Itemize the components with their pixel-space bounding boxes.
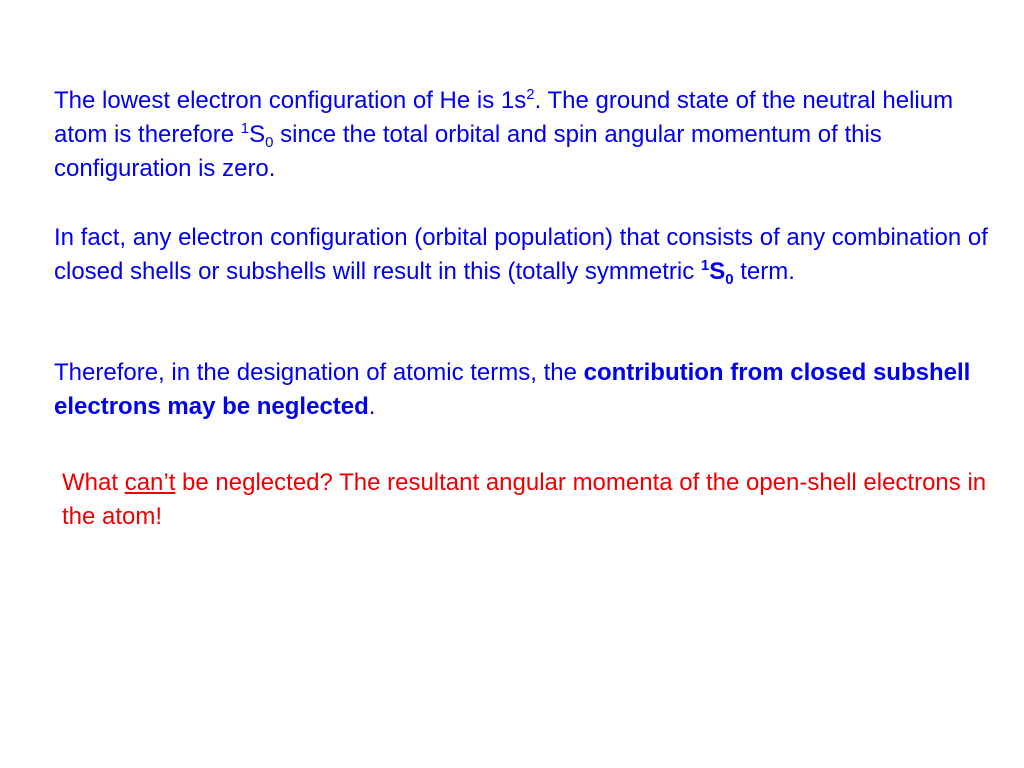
subscript: 0 xyxy=(725,271,734,288)
text-segment: In fact, any electron configuration (orbital population) that consists of any combination of closed shells or subshells will result in this (totally symmetric xyxy=(54,224,988,285)
underlined-text: can’t xyxy=(124,469,176,496)
text-segment: Therefore, in the designation of atomic terms, the xyxy=(54,359,584,386)
text-segment: . The ground state of the neutral helium atom is therefore xyxy=(54,87,954,148)
superscript: 1 xyxy=(700,257,710,274)
paragraph-closed-shells xyxy=(54,221,994,289)
paragraph-designation xyxy=(54,356,994,424)
text-segment: The lowest electron configuration of He is 1s xyxy=(54,87,527,114)
emphasis-text: contribution from closed subshell electrons may be neglected xyxy=(54,359,971,420)
term-symbol-letter: S xyxy=(709,258,726,285)
text-segment: . xyxy=(368,393,376,420)
text-segment: since the total orbital and spin angular momentum of this configuration is zero. xyxy=(54,121,882,182)
paragraph-helium-ground-state xyxy=(54,84,994,186)
text-segment: What xyxy=(62,469,125,496)
text-segment: be neglected? The resultant angular momenta of the open-shell electrons in the atom! xyxy=(62,469,987,530)
subscript: 0 xyxy=(265,134,274,151)
text-segment: term. xyxy=(733,258,795,285)
paragraph-question xyxy=(62,466,1002,534)
term-symbol-letter: S xyxy=(249,121,266,148)
term-symbol xyxy=(700,257,734,288)
superscript: 2 xyxy=(526,86,535,103)
superscript: 1 xyxy=(240,120,250,137)
